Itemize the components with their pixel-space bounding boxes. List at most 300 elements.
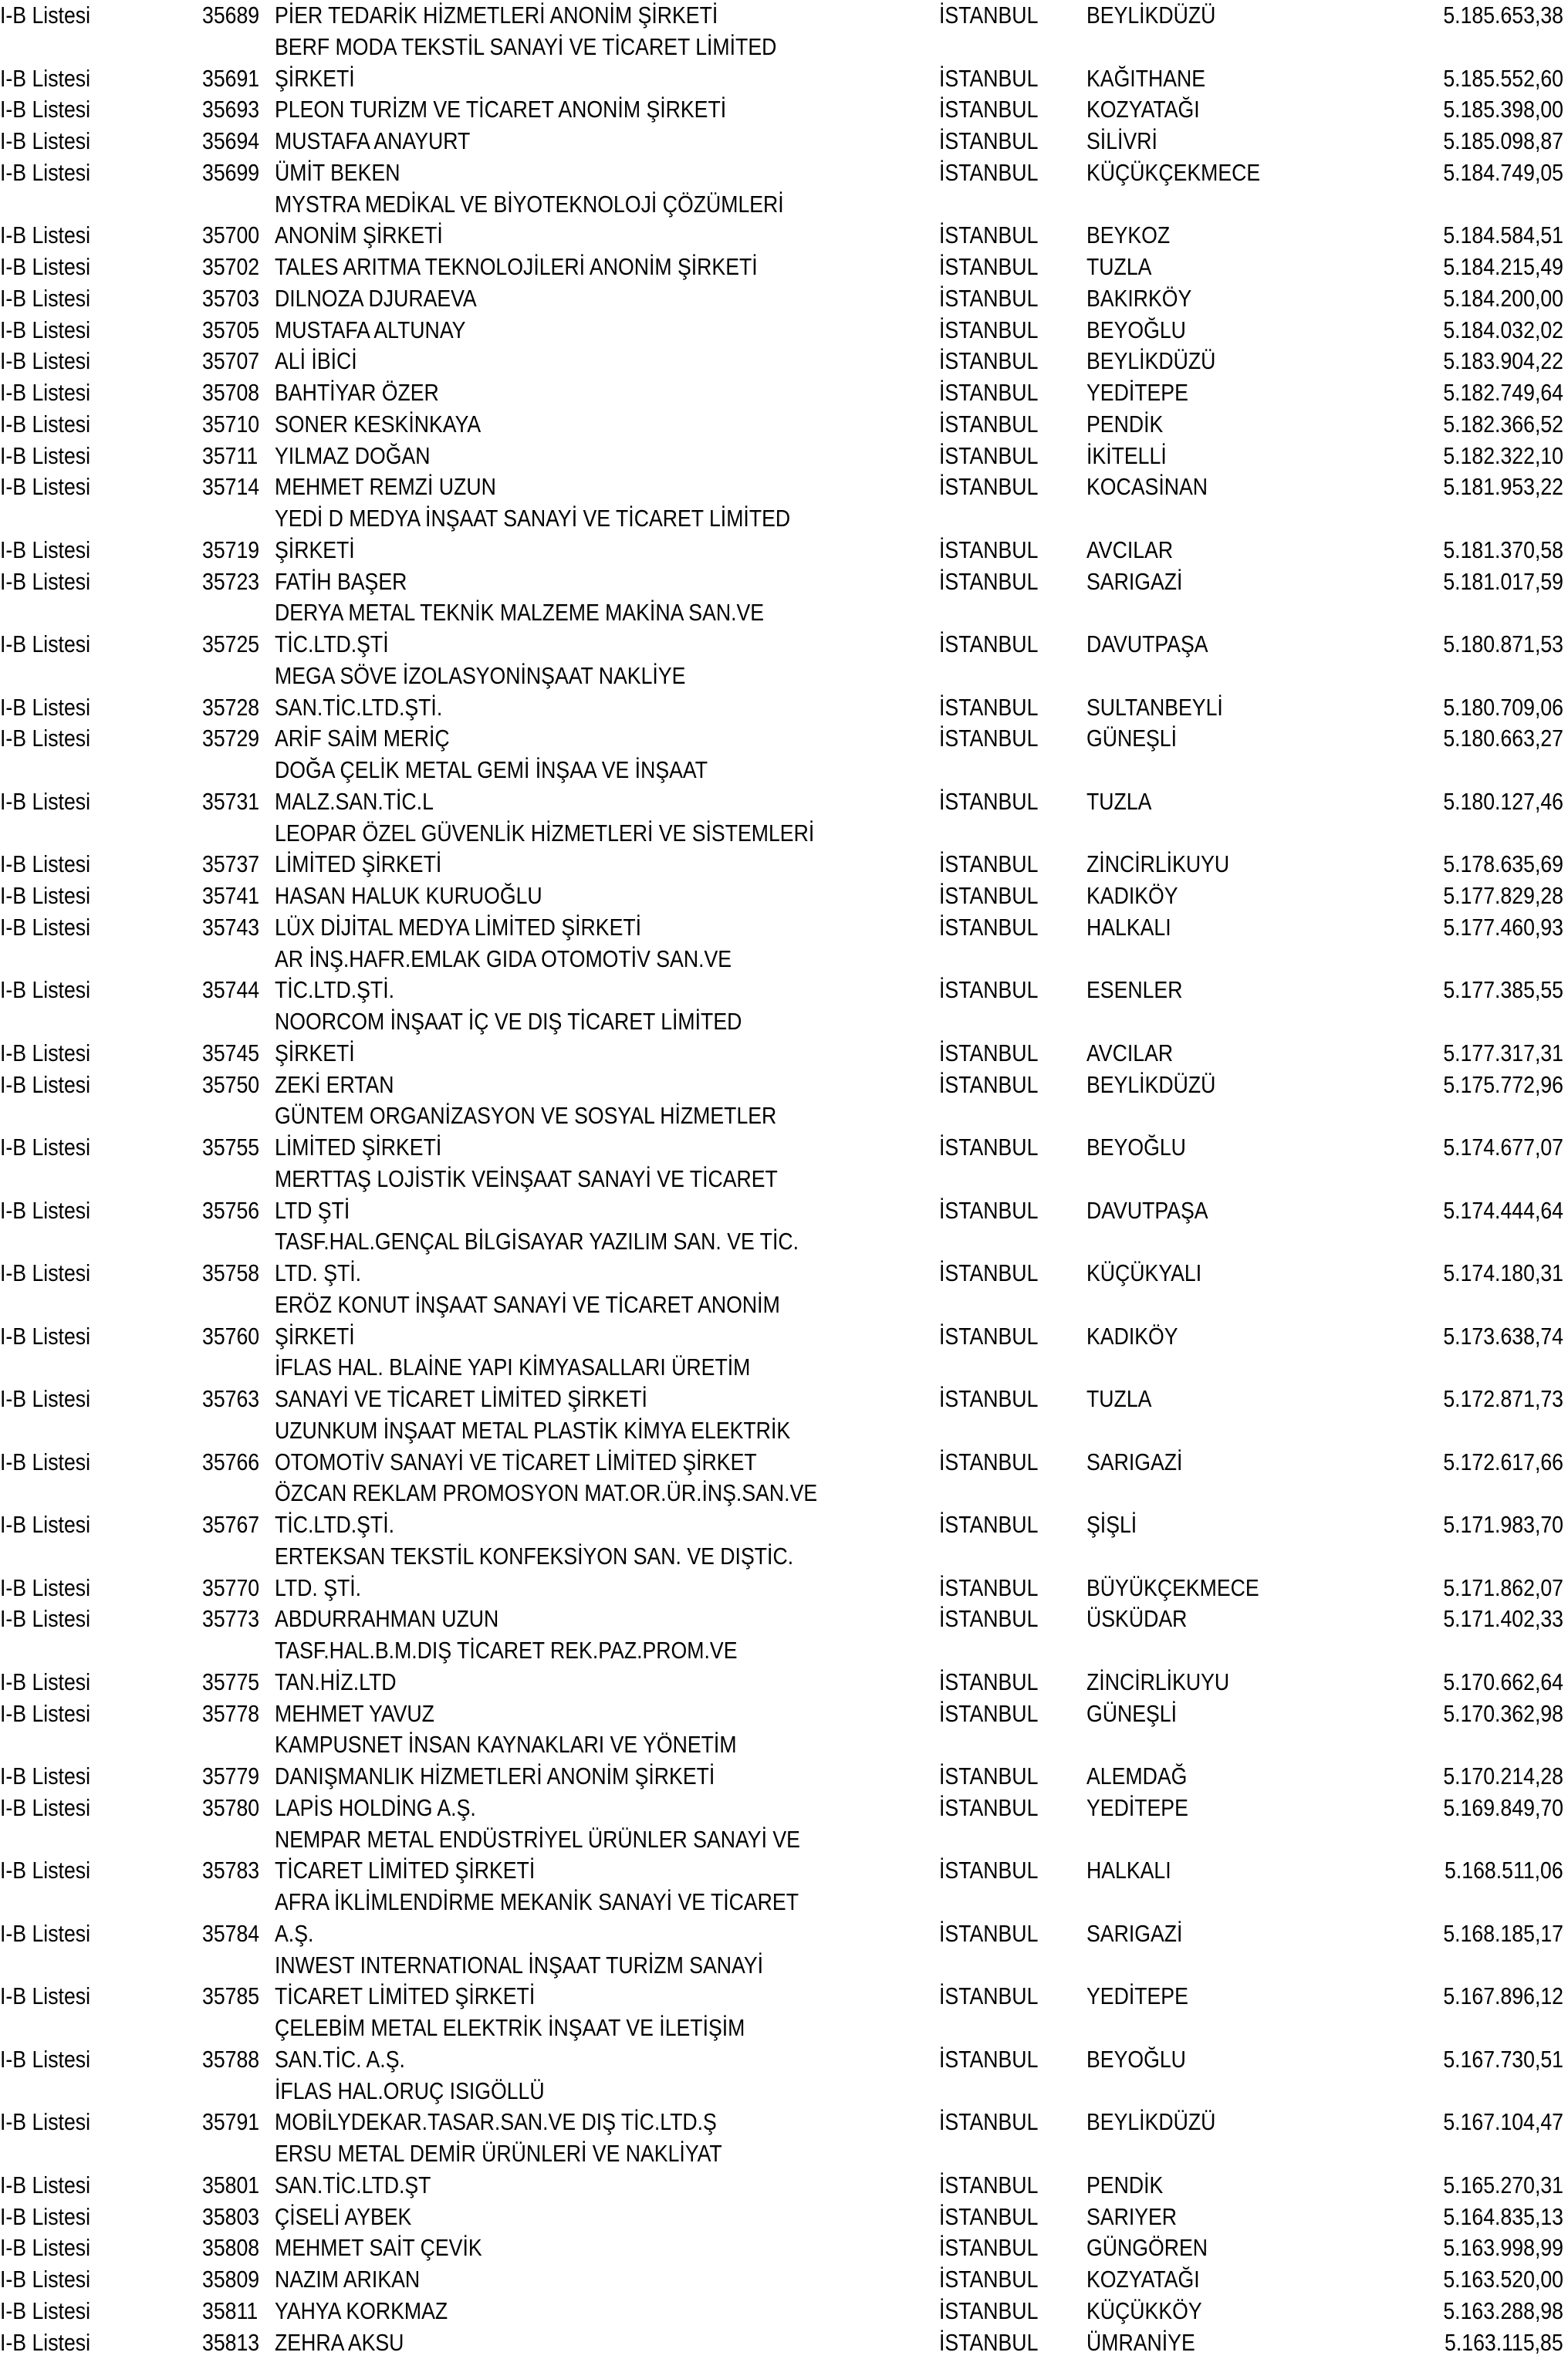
row-main-line bbox=[0, 377, 1568, 409]
name-cell: ÜMİT BEKEN bbox=[275, 158, 400, 186]
name-continuation-line bbox=[0, 1729, 1568, 1761]
number-cell: 35750 bbox=[202, 1070, 260, 1098]
district-cell: KADIKÖY bbox=[1086, 882, 1178, 909]
name-cell: MUSTAFA ALTUNAY bbox=[275, 316, 466, 343]
name-cell: BERF MODA TEKSTİL SANAYİ VE TİCARET LİMİTED bbox=[275, 32, 777, 60]
city-cell: İSTANBUL bbox=[939, 221, 1039, 249]
city-cell: İSTANBUL bbox=[939, 2328, 1039, 2356]
number-cell: 35728 bbox=[202, 693, 260, 721]
table-row bbox=[0, 1226, 1568, 1289]
amount-cell: 5.177.385,55 bbox=[1443, 976, 1563, 1004]
list-cell: I-B Listesi bbox=[0, 1385, 91, 1412]
table-row bbox=[0, 2232, 1568, 2264]
number-cell: 35801 bbox=[202, 2171, 260, 2198]
table-row bbox=[0, 1824, 1568, 1888]
number-cell: 35778 bbox=[202, 1699, 260, 1727]
district-cell: HALKALI bbox=[1086, 1857, 1171, 1884]
amount-cell: 5.181.017,59 bbox=[1443, 567, 1563, 595]
name-cell: TALES ARITMA TEKNOLOJİLERİ ANONİM ŞİRKETİ bbox=[275, 253, 758, 280]
name-continuation-line bbox=[0, 1887, 1568, 1918]
city-cell: İSTANBUL bbox=[939, 316, 1039, 343]
city-cell: İSTANBUL bbox=[939, 1448, 1039, 1475]
name-cell: A.Ş. bbox=[275, 1919, 314, 1947]
name-cell: TİC.LTD.ŞTİ bbox=[275, 630, 389, 657]
row-main-line bbox=[0, 2202, 1568, 2233]
table-row bbox=[0, 1164, 1568, 1227]
table-row bbox=[0, 1604, 1568, 1635]
list-cell: I-B Listesi bbox=[0, 630, 91, 657]
name-cell: LEOPAR ÖZEL GÜVENLİK HİZMETLERİ VE SİSTEMLERİ bbox=[275, 819, 815, 847]
amount-cell: 5.180.709,06 bbox=[1443, 693, 1563, 721]
row-main-line bbox=[0, 1195, 1568, 1227]
district-cell: GÜNEŞLİ bbox=[1086, 1699, 1178, 1727]
city-cell: İSTANBUL bbox=[939, 630, 1039, 657]
table-row bbox=[0, 1793, 1568, 1824]
name-cell: GÜNTEM ORGANİZASYON VE SOSYAL HİZMETLER bbox=[275, 1102, 777, 1130]
table-row bbox=[0, 723, 1568, 755]
name-cell: SAN.TİC.LTD.ŞT bbox=[275, 2171, 431, 2198]
amount-cell: 5.171.983,70 bbox=[1443, 1511, 1563, 1538]
number-cell: 35770 bbox=[202, 1573, 260, 1601]
number-cell: 35766 bbox=[202, 1448, 260, 1475]
name-cell: DOĞA ÇELİK METAL GEMİ İNŞAA VE İNŞAAT bbox=[275, 756, 708, 783]
district-cell: HALKALI bbox=[1086, 913, 1171, 941]
list-cell: I-B Listesi bbox=[0, 1039, 91, 1066]
amount-cell: 5.182.322,10 bbox=[1443, 441, 1563, 469]
row-main-line bbox=[0, 441, 1568, 472]
name-cell: ANONİM ŞİRKETİ bbox=[275, 221, 443, 249]
city-cell: İSTANBUL bbox=[939, 1070, 1039, 1098]
number-cell: 35743 bbox=[202, 913, 260, 941]
name-continuation-line bbox=[0, 755, 1568, 786]
list-cell: I-B Listesi bbox=[0, 2328, 91, 2356]
number-cell: 35811 bbox=[202, 2296, 259, 2324]
district-cell: ZİNCİRLİKUYU bbox=[1086, 850, 1230, 878]
number-cell: 35731 bbox=[202, 787, 260, 815]
row-main-line bbox=[0, 2296, 1568, 2327]
name-continuation-line bbox=[0, 1950, 1568, 1982]
city-cell: İSTANBUL bbox=[939, 1668, 1039, 1695]
list-cell: I-B Listesi bbox=[0, 1762, 91, 1790]
number-cell: 35780 bbox=[202, 1793, 260, 1821]
list-cell: I-B Listesi bbox=[0, 1196, 91, 1224]
row-main-line bbox=[0, 252, 1568, 283]
name-continuation-line bbox=[0, 2076, 1568, 2107]
table-row bbox=[0, 1006, 1568, 1070]
city-cell: İSTANBUL bbox=[939, 2108, 1039, 2136]
district-cell: GÜNGÖREN bbox=[1086, 2234, 1208, 2262]
district-cell: SULTANBEYLİ bbox=[1086, 693, 1223, 721]
row-main-line bbox=[0, 2170, 1568, 2202]
amount-cell: 5.183.904,22 bbox=[1443, 347, 1563, 375]
name-cell: LTD. ŞTİ. bbox=[275, 1573, 362, 1601]
row-main-line bbox=[0, 2232, 1568, 2264]
name-cell: ŞİRKETİ bbox=[275, 1039, 355, 1066]
name-continuation-line bbox=[0, 32, 1568, 63]
table-row bbox=[0, 1070, 1568, 1101]
list-cell: I-B Listesi bbox=[0, 2296, 91, 2324]
row-main-line bbox=[0, 1604, 1568, 1635]
table-row bbox=[0, 2296, 1568, 2327]
list-cell: I-B Listesi bbox=[0, 976, 91, 1004]
number-cell: 35729 bbox=[202, 725, 260, 752]
name-cell: MALZ.SAN.TİC.L bbox=[275, 787, 434, 815]
row-main-line bbox=[0, 1038, 1568, 1070]
row-main-line bbox=[0, 471, 1568, 503]
district-cell: DAVUTPAŞA bbox=[1086, 630, 1208, 657]
list-cell: I-B Listesi bbox=[0, 1322, 91, 1350]
district-cell: TUZLA bbox=[1086, 787, 1152, 815]
list-cell: I-B Listesi bbox=[0, 347, 91, 375]
city-cell: İSTANBUL bbox=[939, 1857, 1039, 1884]
amount-cell: 5.177.829,28 bbox=[1443, 882, 1563, 909]
name-continuation-line bbox=[0, 1006, 1568, 1038]
city-cell: İSTANBUL bbox=[939, 536, 1039, 563]
list-cell: I-B Listesi bbox=[0, 473, 91, 501]
number-cell: 35809 bbox=[202, 2266, 260, 2293]
list-cell: I-B Listesi bbox=[0, 693, 91, 721]
name-continuation-line bbox=[0, 2138, 1568, 2170]
amount-cell: 5.182.366,52 bbox=[1443, 410, 1563, 438]
name-cell: DERYA METAL TEKNİK MALZEME MAKİNA SAN.VE bbox=[275, 599, 765, 627]
city-cell: İSTANBUL bbox=[939, 1919, 1039, 1947]
amount-cell: 5.164.835,13 bbox=[1443, 2202, 1563, 2230]
city-cell: İSTANBUL bbox=[939, 379, 1039, 406]
district-cell: ÜSKÜDAR bbox=[1086, 1605, 1188, 1633]
list-cell: I-B Listesi bbox=[0, 1134, 91, 1161]
name-cell: SONER KESKİNKAYA bbox=[275, 410, 482, 438]
table-row bbox=[0, 503, 1568, 566]
table-row bbox=[0, 283, 1568, 315]
list-cell: I-B Listesi bbox=[0, 1605, 91, 1633]
city-cell: İSTANBUL bbox=[939, 1573, 1039, 1601]
row-main-line bbox=[0, 535, 1568, 566]
table-row bbox=[0, 252, 1568, 283]
table-row bbox=[0, 2264, 1568, 2296]
list-cell: I-B Listesi bbox=[0, 379, 91, 406]
row-main-line bbox=[0, 1070, 1568, 1101]
row-main-line bbox=[0, 723, 1568, 755]
name-cell: YEDİ D MEDYA İNŞAAT SANAYİ VE TİCARET LİMİTED bbox=[275, 505, 791, 532]
row-main-line bbox=[0, 63, 1568, 95]
name-continuation-line bbox=[0, 1541, 1568, 1573]
city-cell: İSTANBUL bbox=[939, 127, 1039, 154]
list-cell: I-B Listesi bbox=[0, 1857, 91, 1884]
city-cell: İSTANBUL bbox=[939, 158, 1039, 186]
amount-cell: 5.171.402,33 bbox=[1443, 1605, 1563, 1633]
name-continuation-line bbox=[0, 1415, 1568, 1447]
row-main-line bbox=[0, 880, 1568, 912]
name-cell: MOBİLYDEKAR.TASAR.SAN.VE DIŞ TİC.LTD.Ş bbox=[275, 2108, 717, 2136]
table-row bbox=[0, 1352, 1568, 1415]
city-cell: İSTANBUL bbox=[939, 850, 1039, 878]
name-cell: ERSU METAL DEMİR ÜRÜNLERİ VE NAKLİYAT bbox=[275, 2140, 722, 2167]
name-cell: DILNOZA DJURAEVA bbox=[275, 284, 477, 312]
number-cell: 35703 bbox=[202, 284, 260, 312]
district-cell: PENDİK bbox=[1086, 410, 1164, 438]
district-cell: ZİNCİRLİKUYU bbox=[1086, 1668, 1230, 1695]
city-cell: İSTANBUL bbox=[939, 347, 1039, 375]
district-cell: YEDİTEPE bbox=[1086, 1982, 1188, 2010]
district-cell: BÜYÜKÇEKMECE bbox=[1086, 1573, 1259, 1601]
amount-cell: 5.184.200,00 bbox=[1443, 284, 1563, 312]
list-cell: I-B Listesi bbox=[0, 2108, 91, 2136]
name-cell: NOORCOM İNŞAAT İÇ VE DIŞ TİCARET LİMİTED bbox=[275, 1008, 742, 1035]
district-cell: BEYLİKDÜZÜ bbox=[1086, 347, 1216, 375]
row-main-line bbox=[0, 409, 1568, 441]
table-row bbox=[0, 441, 1568, 472]
amount-cell: 5.184.584,51 bbox=[1443, 221, 1563, 249]
table-row bbox=[0, 157, 1568, 189]
amount-cell: 5.172.871,73 bbox=[1443, 1385, 1563, 1412]
row-main-line bbox=[0, 2264, 1568, 2296]
row-main-line bbox=[0, 220, 1568, 252]
number-cell: 35711 bbox=[202, 441, 259, 469]
name-cell: DANIŞMANLIK HİZMETLERİ ANONİM ŞİRKETİ bbox=[275, 1762, 715, 1790]
city-cell: İSTANBUL bbox=[939, 1196, 1039, 1224]
district-cell: YEDİTEPE bbox=[1086, 1793, 1188, 1821]
table-row bbox=[0, 1289, 1568, 1353]
amount-cell: 5.167.896,12 bbox=[1443, 1982, 1563, 2010]
city-cell: İSTANBUL bbox=[939, 96, 1039, 123]
list-cell: I-B Listesi bbox=[0, 2234, 91, 2262]
number-cell: 35783 bbox=[202, 1857, 260, 1884]
name-cell: AFRA İKLİMLENDİRME MEKANİK SANAYİ VE TİCARET bbox=[275, 1888, 799, 1915]
name-cell: PİER TEDARİK HİZMETLERİ ANONİM ŞİRKETİ bbox=[275, 2, 718, 29]
name-cell: BAHTİYAR ÖZER bbox=[275, 379, 439, 406]
list-cell: I-B Listesi bbox=[0, 221, 91, 249]
list-cell: I-B Listesi bbox=[0, 410, 91, 438]
number-cell: 35803 bbox=[202, 2202, 260, 2230]
name-cell: TASF.HAL.B.M.DIŞ TİCARET REK.PAZ.PROM.VE bbox=[275, 1637, 738, 1664]
district-cell: TUZLA bbox=[1086, 253, 1152, 280]
row-main-line bbox=[0, 975, 1568, 1006]
amount-cell: 5.173.638,74 bbox=[1443, 1322, 1563, 1350]
list-cell: I-B Listesi bbox=[0, 850, 91, 878]
number-cell: 35791 bbox=[202, 2108, 260, 2136]
district-cell: ÜMRANİYE bbox=[1086, 2328, 1195, 2356]
name-cell: NEMPAR METAL ENDÜSTRİYEL ÜRÜNLER SANAYİ VE bbox=[275, 1825, 800, 1853]
district-cell: KÜÇÜKYALI bbox=[1086, 1259, 1202, 1286]
row-main-line bbox=[0, 1509, 1568, 1541]
table-row bbox=[0, 1635, 1568, 1698]
name-continuation-line bbox=[0, 503, 1568, 535]
row-main-line bbox=[0, 1573, 1568, 1604]
name-cell: LAPİS HOLDİNG A.Ş. bbox=[275, 1793, 476, 1821]
table-row bbox=[0, 471, 1568, 503]
row-main-line bbox=[0, 1321, 1568, 1353]
number-cell: 35758 bbox=[202, 1259, 260, 1286]
row-main-line bbox=[0, 346, 1568, 377]
city-cell: İSTANBUL bbox=[939, 693, 1039, 721]
city-cell: İSTANBUL bbox=[939, 725, 1039, 752]
list-cell: I-B Listesi bbox=[0, 1919, 91, 1947]
row-main-line bbox=[0, 912, 1568, 944]
row-main-line bbox=[0, 786, 1568, 818]
name-cell: LİMİTED ŞİRKETİ bbox=[275, 1134, 442, 1161]
table-row bbox=[0, 94, 1568, 126]
name-cell: KAMPUSNET İNSAN KAYNAKLARI VE YÖNETİM bbox=[275, 1731, 737, 1759]
row-main-line bbox=[0, 0, 1568, 32]
name-continuation-line bbox=[0, 2013, 1568, 2044]
district-cell: PENDİK bbox=[1086, 2171, 1164, 2198]
table-row bbox=[0, 1729, 1568, 1793]
name-cell: SANAYİ VE TİCARET LİMİTED ŞİRKETİ bbox=[275, 1385, 647, 1412]
name-continuation-line bbox=[0, 1226, 1568, 1258]
city-cell: İSTANBUL bbox=[939, 2202, 1039, 2230]
district-cell: KAĞITHANE bbox=[1086, 64, 1206, 92]
row-main-line bbox=[0, 1384, 1568, 1415]
list-cell: I-B Listesi bbox=[0, 64, 91, 92]
row-main-line bbox=[0, 1918, 1568, 1950]
name-cell: İFLAS HAL.ORUÇ ISIGÖLLÜ bbox=[275, 2077, 545, 2104]
name-continuation-line bbox=[0, 944, 1568, 975]
district-cell: ALEMDAĞ bbox=[1086, 1762, 1188, 1790]
name-continuation-line bbox=[0, 1164, 1568, 1195]
number-cell: 35699 bbox=[202, 158, 260, 186]
district-cell: BEYKOZ bbox=[1086, 221, 1171, 249]
list-cell: I-B Listesi bbox=[0, 316, 91, 343]
number-cell: 35708 bbox=[202, 379, 260, 406]
name-cell: ERTEKSAN TEKSTİL KONFEKSİYON SAN. VE DIŞTİC. bbox=[275, 1542, 794, 1570]
district-cell: BEYLİKDÜZÜ bbox=[1086, 1070, 1216, 1098]
row-main-line bbox=[0, 315, 1568, 346]
amount-cell: 5.177.460,93 bbox=[1443, 913, 1563, 941]
row-main-line bbox=[0, 629, 1568, 661]
district-cell: BEYLİKDÜZÜ bbox=[1086, 2, 1216, 29]
name-continuation-line bbox=[0, 818, 1568, 850]
name-cell: TİCARET LİMİTED ŞİRKETİ bbox=[275, 1982, 536, 2010]
table-row bbox=[0, 2202, 1568, 2233]
city-cell: İSTANBUL bbox=[939, 1134, 1039, 1161]
city-cell: İSTANBUL bbox=[939, 2234, 1039, 2262]
row-main-line bbox=[0, 1667, 1568, 1698]
list-cell: I-B Listesi bbox=[0, 2202, 91, 2230]
amount-cell: 5.174.444,64 bbox=[1443, 1196, 1563, 1224]
amount-cell: 5.167.730,51 bbox=[1443, 2045, 1563, 2073]
amount-cell: 5.178.635,69 bbox=[1443, 850, 1563, 878]
amount-cell: 5.184.032,02 bbox=[1443, 316, 1563, 343]
row-main-line bbox=[0, 849, 1568, 880]
amount-cell: 5.170.214,28 bbox=[1443, 1762, 1563, 1790]
list-cell: I-B Listesi bbox=[0, 1259, 91, 1286]
amount-cell: 5.185.552,60 bbox=[1443, 64, 1563, 92]
name-cell: PLEON TURİZM VE TİCARET ANONİM ŞİRKETİ bbox=[275, 96, 727, 123]
amount-cell: 5.181.370,58 bbox=[1443, 536, 1563, 563]
name-cell: YAHYA KORKMAZ bbox=[275, 2296, 448, 2324]
name-cell: FATİH BAŞER bbox=[275, 567, 407, 595]
amount-cell: 5.171.862,07 bbox=[1443, 1573, 1563, 1601]
name-cell: TAN.HİZ.LTD bbox=[275, 1668, 397, 1695]
amount-cell: 5.165.270,31 bbox=[1443, 2171, 1563, 2198]
table-row bbox=[0, 32, 1568, 95]
number-cell: 35775 bbox=[202, 1668, 260, 1695]
name-cell: INWEST INTERNATIONAL İNŞAAT TURİZM SANAYİ bbox=[275, 1951, 764, 1979]
name-cell: TİC.LTD.ŞTİ. bbox=[275, 1511, 395, 1538]
district-cell: BAKIRKÖY bbox=[1086, 284, 1192, 312]
city-cell: İSTANBUL bbox=[939, 473, 1039, 501]
number-cell: 35784 bbox=[202, 1919, 260, 1947]
number-cell: 35707 bbox=[202, 347, 260, 375]
name-cell: MEHMET SAİT ÇEVİK bbox=[275, 2234, 482, 2262]
list-cell: I-B Listesi bbox=[0, 2171, 91, 2198]
list-cell: I-B Listesi bbox=[0, 2266, 91, 2293]
table-row bbox=[0, 1541, 1568, 1604]
amount-cell: 5.180.871,53 bbox=[1443, 630, 1563, 657]
list-cell: I-B Listesi bbox=[0, 1070, 91, 1098]
row-main-line bbox=[0, 283, 1568, 315]
row-main-line bbox=[0, 126, 1568, 157]
district-cell: ŞİŞLİ bbox=[1086, 1511, 1137, 1538]
table-row bbox=[0, 2076, 1568, 2139]
row-main-line bbox=[0, 1447, 1568, 1479]
list-cell: I-B Listesi bbox=[0, 1793, 91, 1821]
number-cell: 35702 bbox=[202, 253, 260, 280]
table-row bbox=[0, 2138, 1568, 2202]
name-continuation-line bbox=[0, 1478, 1568, 1509]
city-cell: İSTANBUL bbox=[939, 2266, 1039, 2293]
district-cell: SARIGAZİ bbox=[1086, 1919, 1183, 1947]
number-cell: 35767 bbox=[202, 1511, 260, 1538]
table-row bbox=[0, 409, 1568, 441]
name-continuation-line bbox=[0, 189, 1568, 221]
name-cell: ŞİRKETİ bbox=[275, 536, 355, 563]
row-main-line bbox=[0, 2327, 1568, 2359]
table-row bbox=[0, 944, 1568, 1007]
table-row bbox=[0, 597, 1568, 661]
name-cell: UZUNKUM İNŞAAT METAL PLASTİK KİMYA ELEKTRİK bbox=[275, 1416, 791, 1444]
amount-cell: 5.167.104,47 bbox=[1443, 2108, 1563, 2136]
number-cell: 35744 bbox=[202, 976, 260, 1004]
city-cell: İSTANBUL bbox=[939, 1793, 1039, 1821]
list-cell: I-B Listesi bbox=[0, 1982, 91, 2010]
table-row bbox=[0, 0, 1568, 32]
number-cell: 35745 bbox=[202, 1039, 260, 1066]
city-cell: İSTANBUL bbox=[939, 1511, 1039, 1538]
list-cell: I-B Listesi bbox=[0, 1448, 91, 1475]
number-cell: 35691 bbox=[202, 64, 260, 92]
city-cell: İSTANBUL bbox=[939, 1982, 1039, 2010]
list-cell: I-B Listesi bbox=[0, 2045, 91, 2073]
row-main-line bbox=[0, 1258, 1568, 1289]
table-row bbox=[0, 315, 1568, 346]
district-cell: KÜÇÜKKÖY bbox=[1086, 2296, 1202, 2324]
amount-cell: 5.169.849,70 bbox=[1443, 1793, 1563, 1821]
name-continuation-line bbox=[0, 661, 1568, 692]
table-row bbox=[0, 1100, 1568, 1164]
name-continuation-line bbox=[0, 1100, 1568, 1132]
list-cell: I-B Listesi bbox=[0, 158, 91, 186]
name-cell: ERÖZ KONUT İNŞAAT SANAYİ VE TİCARET ANONİM bbox=[275, 1290, 780, 1318]
amount-cell: 5.180.127,46 bbox=[1443, 787, 1563, 815]
list-cell: I-B Listesi bbox=[0, 1573, 91, 1601]
list-cell: I-B Listesi bbox=[0, 96, 91, 123]
table-row bbox=[0, 661, 1568, 724]
table-row bbox=[0, 1950, 1568, 2013]
city-cell: İSTANBUL bbox=[939, 253, 1039, 280]
list-cell: I-B Listesi bbox=[0, 882, 91, 909]
city-cell: İSTANBUL bbox=[939, 913, 1039, 941]
table-row bbox=[0, 2013, 1568, 2076]
name-cell: ZEKİ ERTAN bbox=[275, 1070, 394, 1098]
number-cell: 35773 bbox=[202, 1605, 260, 1633]
name-cell: ÇELEBİM METAL ELEKTRİK İNŞAAT VE İLETİŞİM bbox=[275, 2014, 745, 2041]
district-cell: TUZLA bbox=[1086, 1385, 1152, 1412]
row-main-line bbox=[0, 692, 1568, 724]
district-cell: SARIYER bbox=[1086, 2202, 1178, 2230]
row-main-line bbox=[0, 2107, 1568, 2138]
amount-cell: 5.184.749,05 bbox=[1443, 158, 1563, 186]
